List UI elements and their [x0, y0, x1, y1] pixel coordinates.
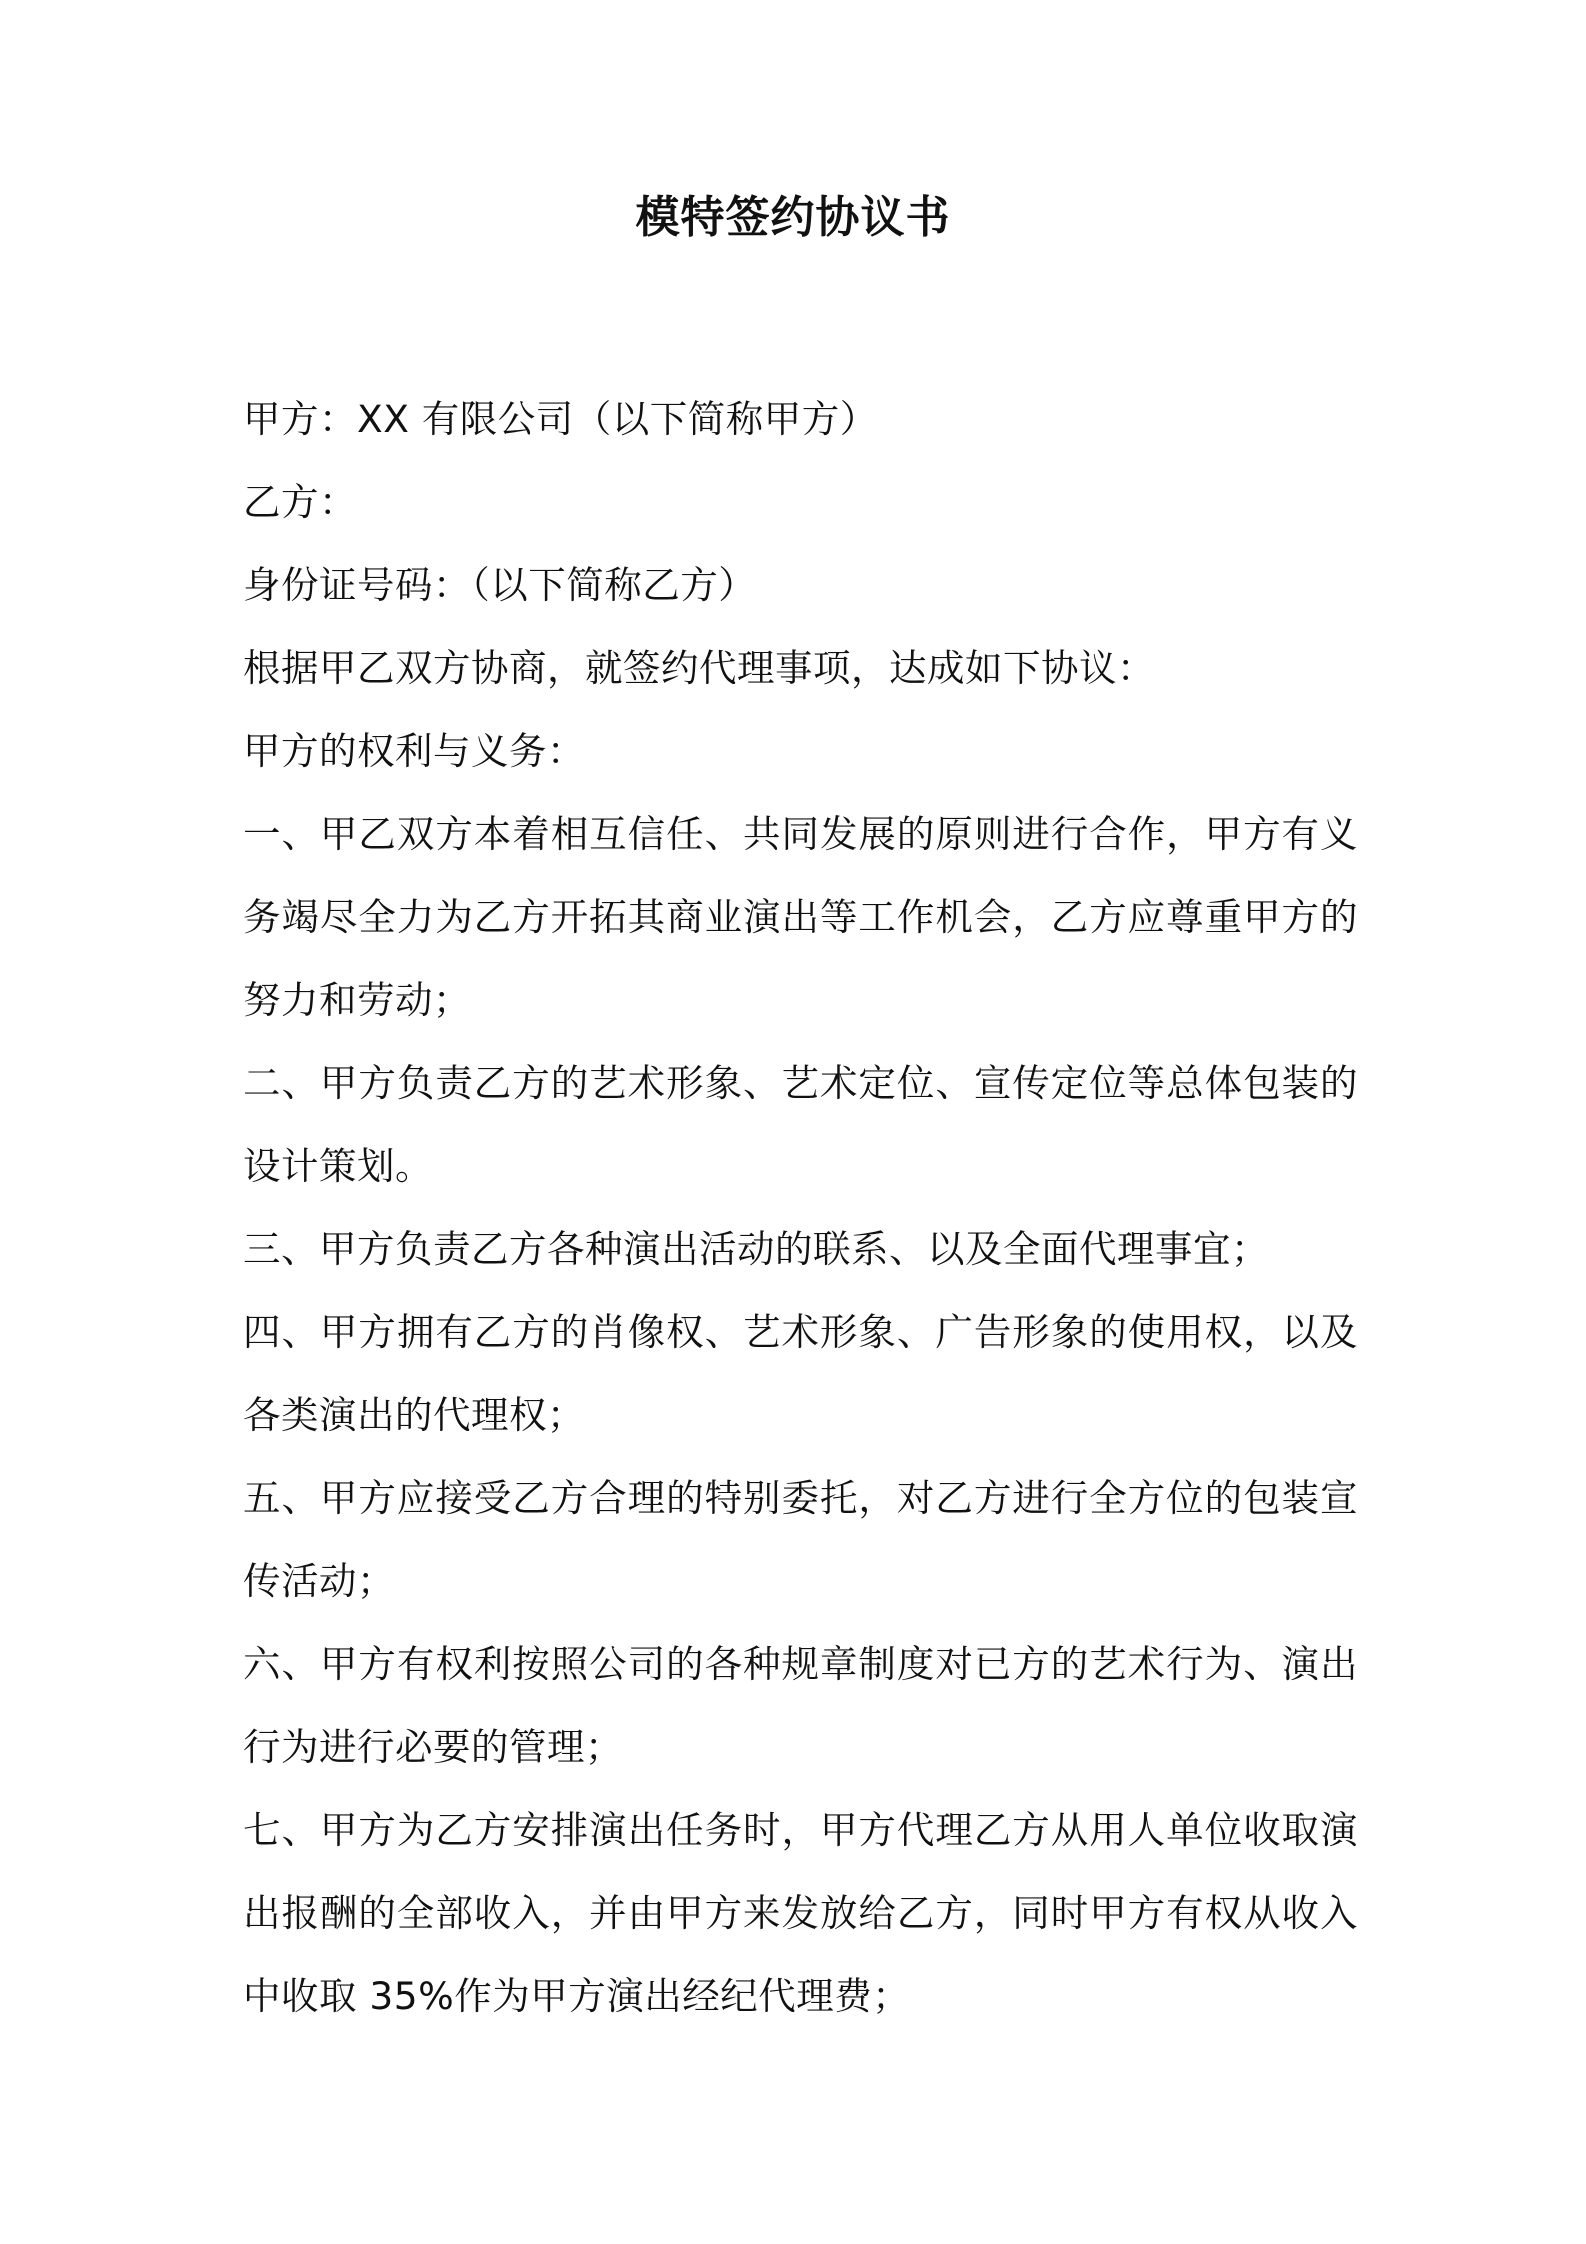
party-b-line: 乙方： — [243, 480, 357, 524]
document-body — [243, 378, 1358, 2038]
clause-7: 七、甲方为乙方安排演出任务时，甲方代理乙方从用人单位收取演出报酬的全部收入，并由甲方来发放给乙方，同时甲方有权从收入中收取 35%作为甲方演出经纪代理费； — [243, 1808, 1358, 2018]
clause-6: 六、甲方有权利按照公司的各种规章制度对已方的艺术行为、演出行为进行必要的管理； — [243, 1642, 1358, 1769]
clause-3: 三、甲方负责乙方各种演出活动的联系、以及全面代理事宜； — [243, 1227, 1269, 1271]
preamble-paragraph: 根据甲乙双方协商，就签约代理事项，达成如下协议： — [243, 646, 1155, 690]
clause-1: 一、甲乙双方本着相互信任、共同发展的原则进行合作，甲方有义务竭尽全力为乙方开拓其商业演出等工作机会，乙方应尊重甲方的努力和劳动； — [243, 812, 1358, 1022]
clause-2: 二、甲方负责乙方的艺术形象、艺术定位、宣传定位等总体包装的设计策划。 — [243, 1061, 1358, 1188]
party-a-line: 甲方：XX 有限公司（以下简称甲方） — [243, 397, 878, 441]
id-number-line: 身份证号码：（以下简称乙方） — [243, 563, 757, 607]
clause-5: 五、甲方应接受乙方合理的特别委托，对乙方进行全方位的包装宣传活动； — [243, 1476, 1358, 1603]
section-heading: 甲方的权利与义务： — [243, 729, 585, 773]
document-title: 模特签约协议书 — [635, 192, 951, 243]
clause-4: 四、甲方拥有乙方的肖像权、艺术形象、广告形象的使用权，以及各类演出的代理权； — [243, 1310, 1358, 1437]
